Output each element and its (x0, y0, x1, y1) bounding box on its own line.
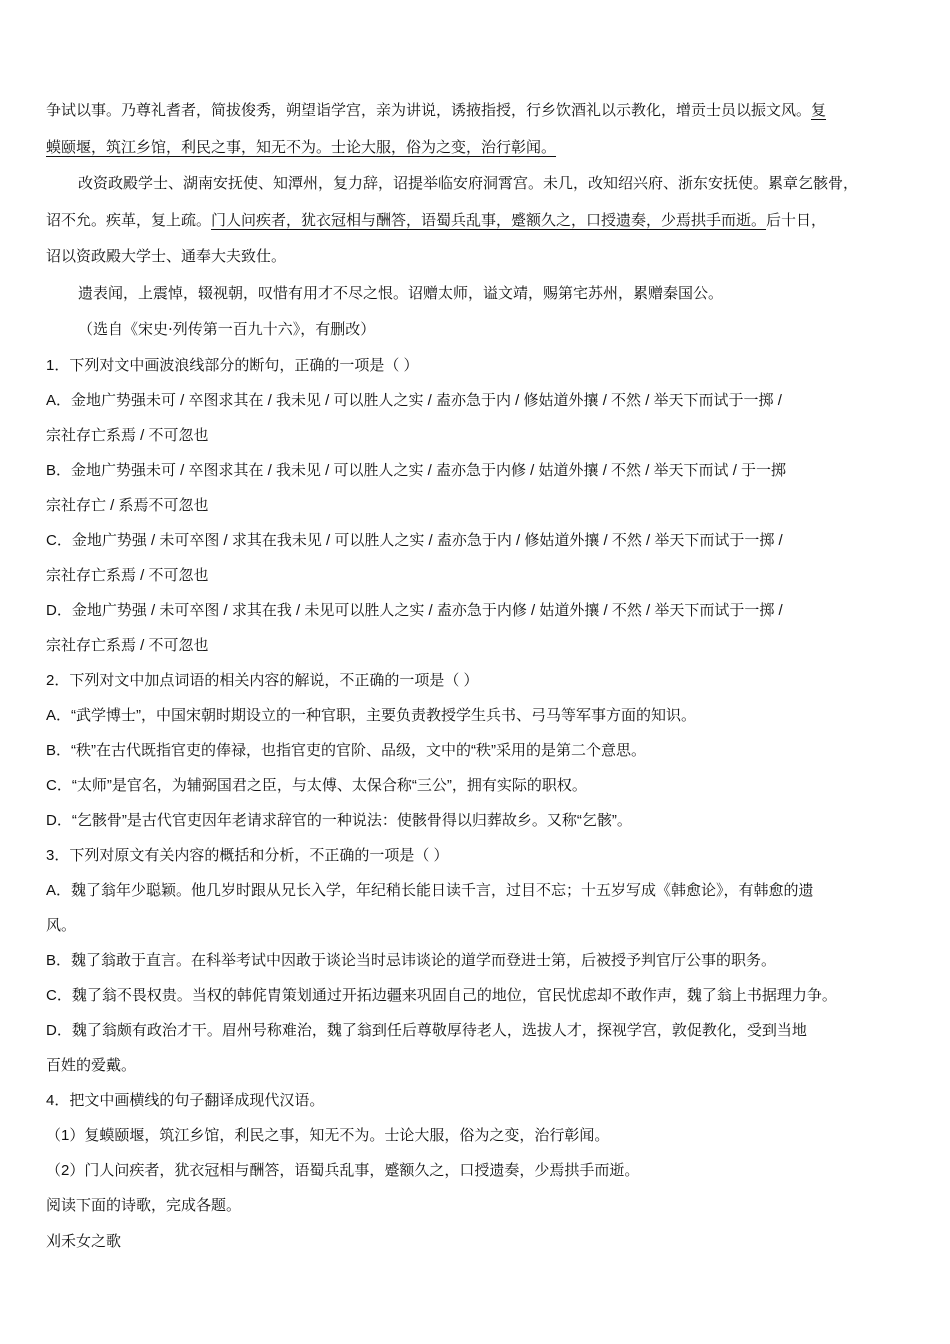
passage-paragraph-2-cont: 诏不允。疾革，复上疏。门人问疾者，犹衣冠相与酬答，语蜀兵乱事，蹙额久之，口授遗奏，少焉拱手而逝。后十日， (46, 210, 827, 229)
question-1-option-a-cont: 宗社存亡系焉 / 不可忽也 (46, 426, 209, 444)
question-3-option-d-cont: 百姓的爱戴。 (46, 1056, 137, 1074)
passage-source: （选自《宋史·列传第一百九十六》，有删改） (78, 320, 376, 338)
question-4-sentence-2: （2）门人问疾者，犹衣冠相与酬答，语蜀兵乱事，蹙额久之，口授遗奏，少焉拱手而逝。 (46, 1161, 640, 1179)
poem-title: 刈禾女之歌 (46, 1231, 122, 1250)
question-3-stem: 3．下列对原文有关内容的概括和分析，不正确的一项是（ ） (46, 846, 449, 864)
passage-paragraph-2: 改资政殿学士、湖南安抚使、知潭州，复力辞，诏提举临安府洞霄宫。未几，改知绍兴府、浙东安抚使。累章乞骸骨， (78, 174, 859, 192)
question-1-option-b-cont: 宗社存亡 / 系焉不可忽也 (46, 496, 209, 514)
question-1-option-d-cont: 宗社存亡系焉 / 不可忽也 (46, 636, 209, 654)
underlined-sentence-1: 蟆颐堰，筑江乡馆，利民之事，知无不为。士论大服，俗为之变，治行彰闻。 (46, 137, 557, 156)
question-3-option-d: D．魏了翁颇有政治才干。眉州号称难治，魏了翁到任后尊敬厚待老人，选拔人才，探视学宫，敦促教化，受到当地 (46, 1021, 807, 1039)
question-3-option-b: B．魏了翁敢于直言。在科举考试中因敢于谈论当时忌讳谈论的道学而登进士第，后被授予判官厅公事的职务。 (46, 951, 777, 969)
question-1-option-c: C．金地广势强 / 未可卒图 / 求其在我未见 / 可以胜人之实 / 盍亦急于内 / 修姑道外攘 / 不然 / 举天下而试于一掷 / (46, 531, 783, 549)
question-2-option-b: B．“秩”在古代既指官吏的俸禄，也指官吏的官阶、品级，文中的“秩”采用的是第二个意思。 (46, 741, 646, 759)
question-1-option-a: A．金地广势强未可 / 卒图求其在 / 我未见 / 可以胜人之实 / 盍亦急于内 / 修姑道外攘 / 不然 / 举天下而试于一掷 / (46, 391, 782, 409)
question-3-option-c: C．魏了翁不畏权贵。当权的韩侂胄策划通过开拓边疆来巩固自己的地位，官民忧虑却不敢作声，魏了翁上书据理力争。 (46, 986, 837, 1004)
document-page (46, 92, 908, 1259)
question-2-option-a: A．“武学博士”，中国宋朝时期设立的一种官职，主要负责教授学生兵书、弓马等军事方面的知识。 (46, 706, 696, 724)
question-1-option-d: D．金地广势强 / 未可卒图 / 求其在我 / 未见可以胜人之实 / 盍亦急于内修 / 姑道外攘 / 不然 / 举天下而试于一掷 / (46, 601, 783, 619)
passage-paragraph-1-cont (46, 129, 908, 166)
passage-paragraph-1: 争试以事。乃尊礼耆者，简拔俊秀，朔望诣学宫，亲为讲说，诱掖指授，行乡饮酒礼以示教化，增贡士员以振文风。复 (46, 101, 827, 119)
question-2-option-c: C．“太师”是官名，为辅弼国君之臣，与太傅、太保合称“三公”，拥有实际的职权。 (46, 776, 587, 794)
question-3-option-a-cont: 风。 (46, 916, 77, 934)
question-4-stem: 4．把文中画横线的句子翻译成现代汉语。 (46, 1091, 325, 1109)
question-2-stem: 2．下列对文中加点词语的相关内容的解说，不正确的一项是（ ） (46, 671, 479, 689)
underlined-sentence-1-start: 复 (811, 101, 827, 119)
question-3-option-a: A．魏了翁年少聪颖。他几岁时跟从兄长入学，年纪稍长能日读千言，过目不忘；十五岁写成《韩愈论》，有韩愈的遗 (46, 881, 814, 899)
passage-paragraph-3: 遗表闻，上震悼，辍视朝，叹惜有用才不尽之恨。诏赠太师，谥文靖，赐第宅苏州，累赠秦国公。 (78, 283, 724, 302)
passage-paragraph-2-end: 诏以资政殿大学士、通奉大夫致仕。 (46, 247, 287, 265)
question-1-stem: 1．下列对文中画波浪线部分的断句，正确的一项是（ ） (46, 356, 419, 374)
poem-intro: 阅读下面的诗歌，完成各题。 (46, 1196, 242, 1214)
question-4-sentence-1: （1）复蟆颐堰，筑江乡馆，利民之事，知无不为。士论大服，俗为之变，治行彰闻。 (46, 1126, 610, 1144)
question-1-option-b: B．金地广势强未可 / 卒图求其在 / 我未见 / 可以胜人之实 / 盍亦急于内修 / 姑道外攘 / 不然 / 举天下而试 / 于一掷 (46, 461, 787, 479)
question-1-option-c-cont: 宗社存亡系焉 / 不可忽也 (46, 566, 209, 584)
question-2-option-d: D．“乞骸骨”是古代官吏因年老请求辞官的一种说法：使骸骨得以归葬故乡。又称“乞骸”。 (46, 811, 632, 829)
underlined-sentence-2: 门人问疾者，犹衣冠相与酬答，语蜀兵乱事，蹙额久之，口授遗奏，少焉拱手而逝。 (211, 210, 767, 229)
